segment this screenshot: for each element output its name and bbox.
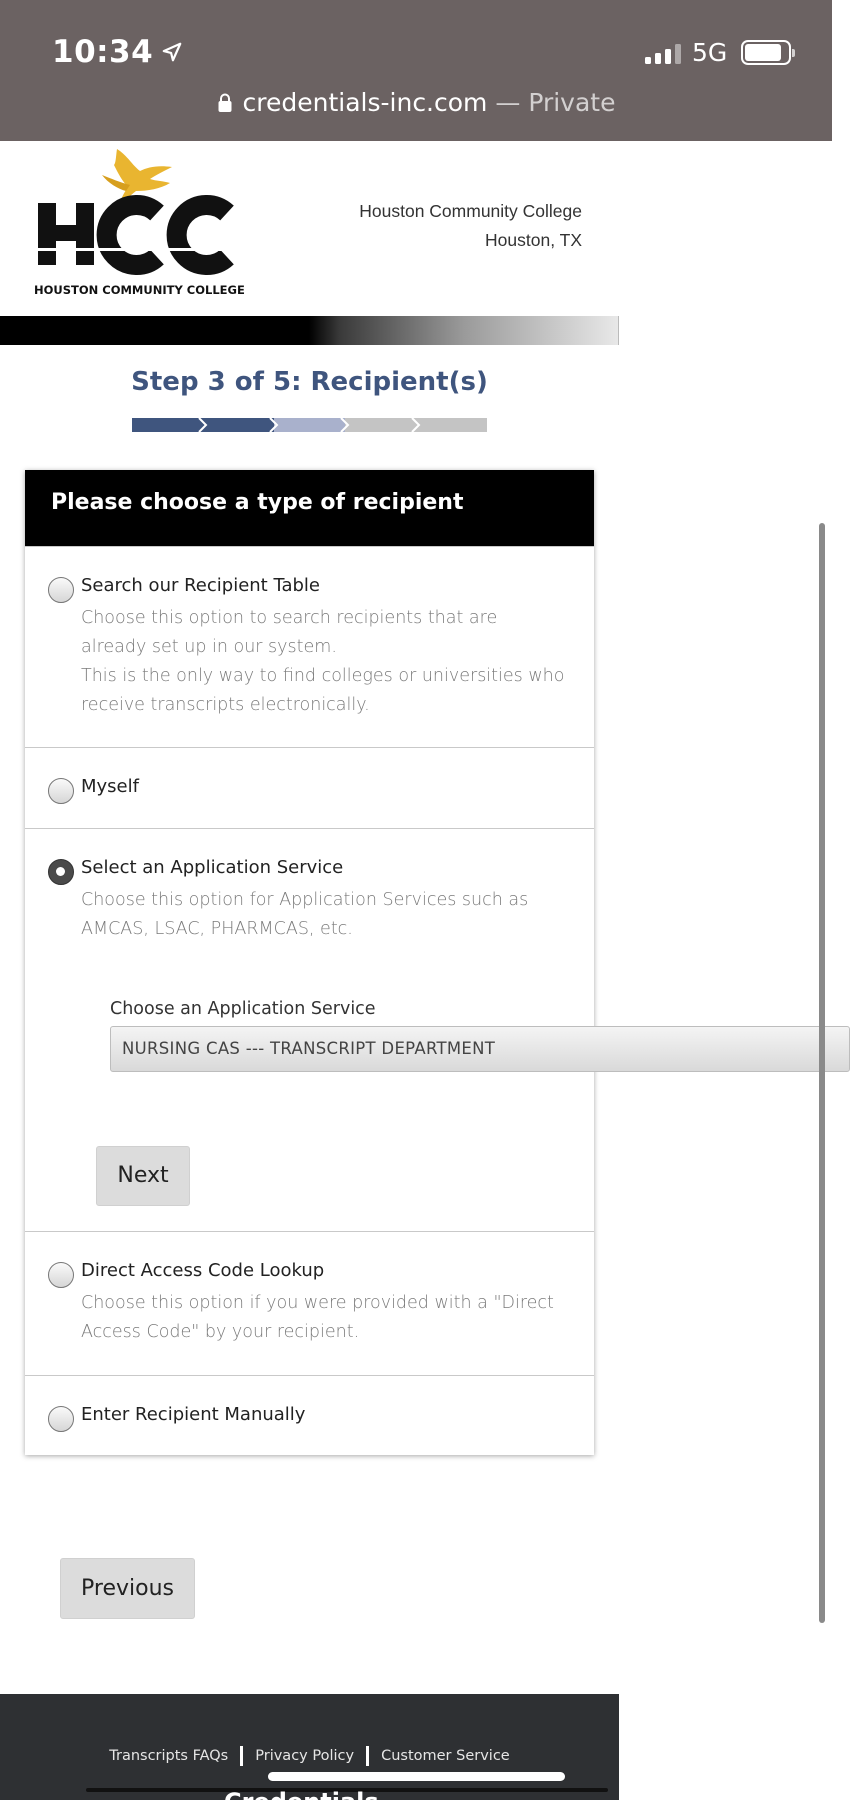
college-name: Houston Community College xyxy=(359,201,582,221)
progress-chevron-icon xyxy=(268,418,280,432)
college-location: Houston, TX xyxy=(485,230,582,250)
page-scrollbar[interactable] xyxy=(819,523,825,1623)
step-progress-bar xyxy=(132,418,487,432)
url-separator: — xyxy=(487,88,529,117)
address-bar[interactable] xyxy=(0,88,832,117)
option-label: Select an Application Service xyxy=(81,857,344,878)
url-text: credentials-inc.com xyxy=(242,88,488,117)
option-description-line: This is the only way to find colleges or universities who receive transcripts electronically. xyxy=(81,666,565,715)
logo-subtitle: HOUSTON COMMUNITY COLLEGE xyxy=(34,283,245,297)
status-time xyxy=(52,34,183,70)
progress-step-1 xyxy=(132,418,203,432)
progress-step-2 xyxy=(203,418,274,432)
panel-heading: Please choose a type of recipient xyxy=(25,470,594,546)
network-type: 5G xyxy=(692,38,728,67)
option-description-line: Choose this option for Application Services such as AMCAS, LSAC, PHARMCAS, etc. xyxy=(81,890,529,939)
hcc-logo[interactable] xyxy=(32,145,262,305)
site-footer xyxy=(0,1694,619,1816)
option-description-line: Choose this option if you were provided with a "Direct Access Code" by your recipient. xyxy=(81,1293,554,1342)
option-direct-access-code[interactable] xyxy=(25,1231,594,1375)
recipient-type-panel xyxy=(25,470,594,1455)
footer-separator xyxy=(240,1746,243,1766)
progress-chevron-icon xyxy=(197,418,209,432)
footer-brand: Credentials xyxy=(224,1788,379,1816)
radio-direct-access-code[interactable] xyxy=(48,1262,74,1288)
next-button[interactable]: Next xyxy=(96,1146,190,1206)
footer-separator xyxy=(366,1746,369,1766)
radio-myself[interactable] xyxy=(48,778,74,804)
radio-application-service[interactable] xyxy=(48,859,74,885)
footer-link-faqs[interactable]: Transcripts FAQs xyxy=(109,1748,229,1764)
location-arrow-icon xyxy=(161,41,183,63)
browser-chrome xyxy=(0,0,832,141)
private-mode-label: Private xyxy=(528,88,616,117)
option-label: Myself xyxy=(81,776,139,797)
college-info xyxy=(359,197,582,255)
option-description xyxy=(81,886,568,944)
radio-search-recipient-table[interactable] xyxy=(48,577,74,603)
option-label: Direct Access Code Lookup xyxy=(81,1260,325,1281)
progress-step-3 xyxy=(274,418,345,432)
application-service-select[interactable]: NURSING CAS --- TRANSCRIPT DEPARTMENT xyxy=(110,1026,850,1072)
progress-step-4 xyxy=(345,418,416,432)
battery-icon xyxy=(741,40,791,65)
option-myself[interactable] xyxy=(25,747,594,828)
option-application-service[interactable] xyxy=(25,828,594,1231)
option-description-line: Choose this option to search recipients that are already set up in our system. xyxy=(81,608,498,657)
progress-chevron-icon xyxy=(410,418,422,432)
progress-step-5 xyxy=(416,418,487,432)
previous-button[interactable]: Previous xyxy=(60,1558,195,1619)
home-indicator[interactable] xyxy=(268,1772,565,1781)
option-description xyxy=(81,604,568,720)
application-service-label: Choose an Application Service xyxy=(110,999,376,1019)
option-enter-manually[interactable] xyxy=(25,1375,594,1455)
footer-links xyxy=(0,1746,619,1766)
option-search-recipient-table[interactable] xyxy=(25,546,594,747)
footer-link-customer-service[interactable]: Customer Service xyxy=(381,1748,510,1764)
progress-chevron-icon xyxy=(339,418,351,432)
radio-enter-manually[interactable] xyxy=(48,1406,74,1432)
option-description xyxy=(81,1289,568,1347)
header-banner xyxy=(0,316,619,345)
step-title: Step 3 of 5: Recipient(s) xyxy=(131,367,488,397)
lock-icon xyxy=(217,93,233,113)
option-label: Search our Recipient Table xyxy=(81,575,321,596)
cellular-signal-icon xyxy=(645,44,681,64)
footer-link-privacy[interactable]: Privacy Policy xyxy=(255,1748,355,1764)
clock-text: 10:34 xyxy=(52,34,154,70)
option-label: Enter Recipient Manually xyxy=(81,1404,306,1425)
